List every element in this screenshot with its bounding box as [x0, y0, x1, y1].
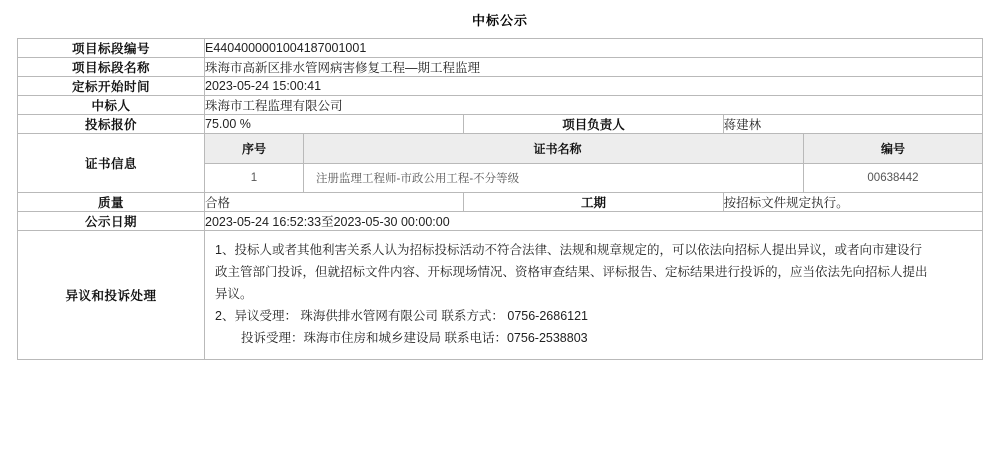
value-publicity-date: 2023-05-24 16:52:33至2023-05-30 00:00:00 [205, 212, 983, 231]
value-bid-start-time: 2023-05-24 15:00:41 [205, 77, 983, 96]
label-project-section-name: 项目标段名称 [18, 58, 205, 77]
certificate-header-name: 证书名称 [304, 134, 804, 164]
label-duration: 工期 [464, 193, 723, 212]
value-project-section-code: E4404000001004187001001 [205, 39, 983, 58]
certificate-table [204, 133, 983, 193]
value-winner: 珠海市工程监理有限公司 [205, 96, 983, 115]
value-quality: 合格 [205, 193, 464, 212]
certificate-header-no: 编号 [804, 134, 983, 164]
table-row-winner [18, 96, 983, 115]
label-bid-start-time: 定标开始时间 [18, 77, 205, 96]
value-duration: 按招标文件规定执行。 [723, 193, 982, 212]
label-project-section-code: 项目标段编号 [18, 39, 205, 58]
label-objection-handling: 异议和投诉处理 [18, 231, 205, 360]
note-line-5: 投诉受理：珠海市住房和城乡建设局 联系电话：0756-2538803 [241, 330, 588, 345]
label-publicity-date: 公示日期 [18, 212, 205, 231]
table-row-publicity-date [18, 212, 983, 231]
objection-notes [205, 231, 982, 359]
certificate-cell-no: 00638442 [804, 164, 983, 193]
label-winner: 中标人 [18, 96, 205, 115]
value-bid-price: 75.00 % [205, 115, 464, 134]
certificate-header-seq: 序号 [205, 134, 304, 164]
certificate-header-row [205, 134, 983, 164]
label-project-manager: 项目负责人 [464, 115, 723, 134]
table-row-bid-start-time [18, 77, 983, 96]
table-row-project-code [18, 39, 983, 58]
label-quality: 质量 [18, 193, 205, 212]
certificate-table-cell [205, 134, 983, 193]
certificate-row [205, 164, 983, 193]
page-title: 中标公示 [471, 13, 528, 28]
table-row-quality-duration [18, 193, 983, 212]
value-project-manager: 蒋建林 [723, 115, 982, 134]
table-row-certificate-info [18, 134, 983, 193]
note-line-4: 2、异议受理： 珠海供排水管网有限公司 联系方式： 0756-2686121 [215, 308, 589, 323]
note-line-3: 异议。 [215, 286, 253, 301]
note-line-1: 1、投标人或者其他利害关系人认为招标投标活动不符合法律、法规和规章规定的，可以依法向招标人提出异议，或者向市建设行 [215, 243, 922, 257]
label-bid-price: 投标报价 [18, 115, 205, 134]
table-row-project-name [18, 58, 983, 77]
note-line-2: 政主管部门投诉，但就招标文件内容、开标现场情况、资格审查结果、评标报告、定标结果进行投诉的，应当依法先向招标人提出 [215, 264, 928, 279]
value-project-section-name: 珠海市高新区排水管网病害修复工程—期工程监理 [205, 58, 983, 77]
value-objection-handling [205, 231, 983, 360]
certificate-cell-name: 注册监理工程师-市政公用工程-不分等级 [304, 164, 804, 193]
table-row-objection [18, 231, 983, 360]
table-row-bid-price [18, 115, 983, 134]
certificate-cell-seq: 1 [205, 164, 304, 193]
label-certificate-info: 证书信息 [18, 134, 205, 193]
announcement-table [17, 38, 983, 360]
